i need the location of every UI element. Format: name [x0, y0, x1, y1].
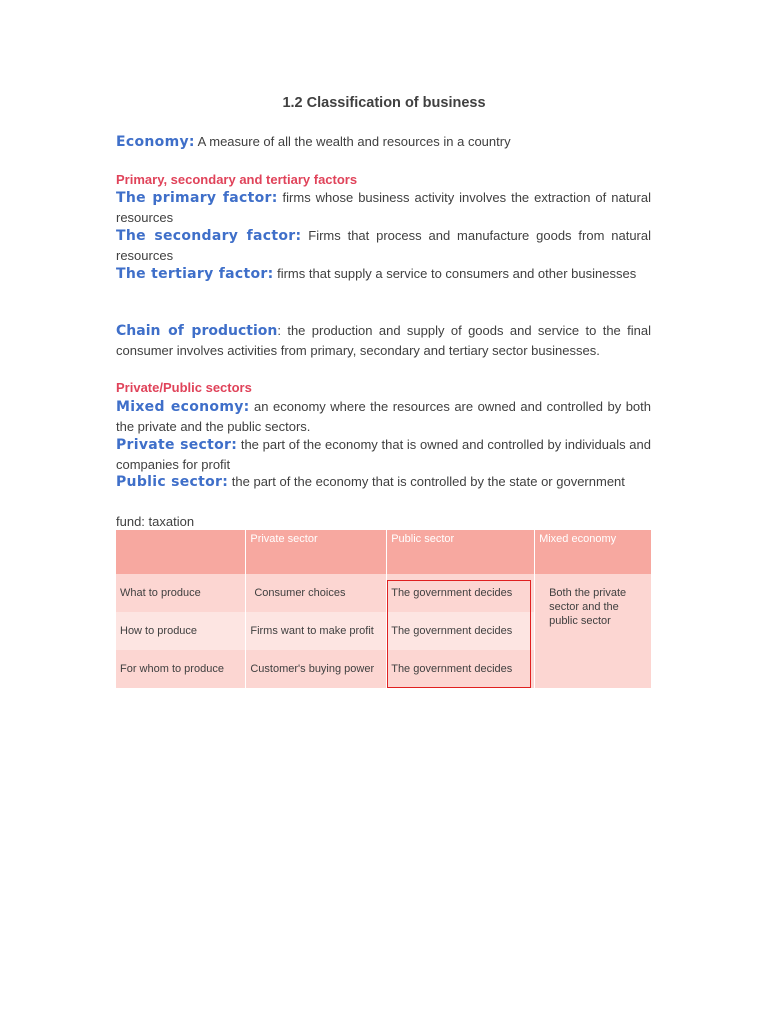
mixed-economy-cell: Both the private sector and the public sector [535, 574, 652, 688]
table-header-cell [116, 530, 246, 574]
private-definition [116, 435, 651, 474]
table-header-cell: Private sector [246, 530, 387, 574]
secondary-term: The secondary factor: [116, 228, 302, 244]
chain-term: Chain of production [116, 323, 278, 339]
table-cell: How to produce [116, 612, 246, 650]
primary-text: firms whose business activity involves the extraction of natural resources [116, 190, 651, 225]
chain-text: : the production and supply of goods and service to the final consumer involves activities from primary, secondary and tertiary sector businesses. [116, 323, 651, 358]
table-cell: The government decides [387, 650, 535, 688]
chain-definition [116, 321, 651, 360]
mixed-definition [116, 397, 651, 436]
table-header-cell: Mixed economy [535, 530, 652, 574]
table-cell: Consumer choices [246, 574, 387, 612]
secondary-definition [116, 226, 651, 265]
private-term: Private sector: [116, 437, 238, 453]
tertiary-definition [116, 264, 651, 284]
table-cell: What to produce [116, 574, 246, 612]
fund-note: fund: taxation [116, 514, 195, 529]
secondary-text: Firms that process and manufacture goods from natural resources [116, 228, 651, 263]
tertiary-term: The tertiary factor: [116, 266, 274, 282]
table-cell: Customer's buying power [246, 650, 387, 688]
economy-text: A measure of all the wealth and resources in a country [194, 134, 511, 149]
public-text: the part of the economy that is controlled by the state or government [228, 474, 625, 489]
public-definition [116, 472, 651, 492]
sector-comparison-table [116, 530, 652, 684]
economy-definition [116, 132, 651, 152]
mixed-text: an economy where the resources are owned and controlled by both the private and the public sectors. [116, 399, 651, 434]
table-header-cell: Public sector [387, 530, 535, 574]
mixed-term: Mixed economy: [116, 399, 250, 415]
table-row [116, 574, 652, 612]
private-text: the part of the economy that is owned and controlled by individuals and companies for profit [116, 437, 651, 472]
table-header-row [116, 530, 652, 574]
section-heading-factors: Primary, secondary and tertiary factors [116, 172, 358, 187]
tertiary-text: firms that supply a service to consumers and other businesses [273, 266, 637, 281]
public-term: Public sector: [116, 474, 229, 490]
page-title: 1.2 Classification of business [282, 95, 486, 111]
section-heading-sectors: Private/Public sectors [116, 380, 252, 395]
primary-term: The primary factor: [116, 190, 278, 206]
table-cell: Firms want to make profit [246, 612, 387, 650]
highlight-box [387, 580, 531, 688]
table-cell: The government decides [387, 612, 535, 650]
economy-term: Economy: [116, 134, 195, 150]
table-cell: The government decides [387, 574, 535, 612]
table-cell: For whom to produce [116, 650, 246, 688]
primary-definition [116, 188, 651, 227]
